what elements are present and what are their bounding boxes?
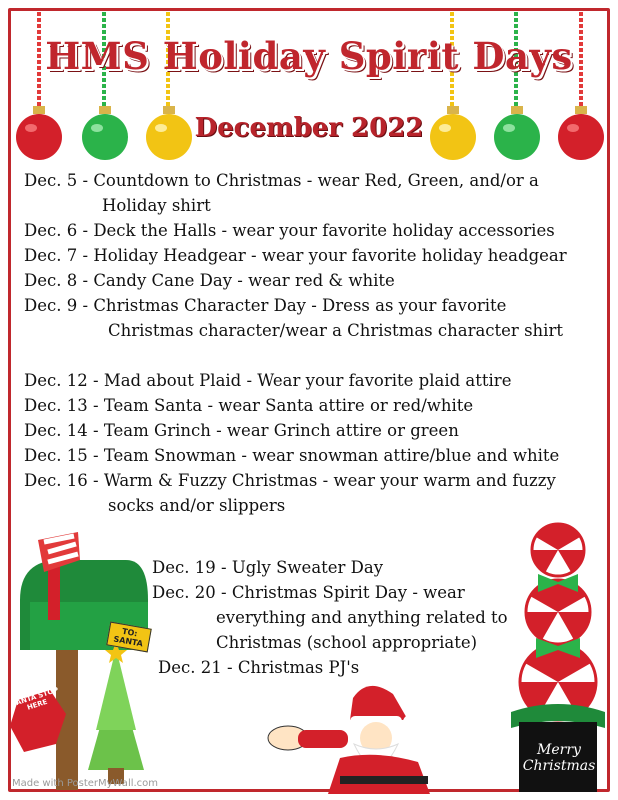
watermark: Made with PosterMyWall.com (12, 778, 159, 789)
list-item: Dec. 6 - Deck the Halls - wear your favorite holiday accessories (24, 221, 555, 240)
list-item: Dec. 14 - Team Grinch - wear Grinch attire or green (24, 421, 459, 440)
stop-sign-label: SANTA STOP HERE (10, 685, 60, 712)
list-item: Dec. 15 - Team Snowman - wear snowman attire/blue and white (24, 446, 560, 465)
mailbox-illustration (8, 530, 168, 792)
list-item-continuation: Holiday shirt (102, 196, 211, 215)
list-item: Dec. 13 - Team Santa - wear Santa attire or red/white (24, 396, 474, 415)
page-subtitle: December 2022 (194, 113, 424, 143)
list-item: Dec. 9 - Christmas Character Day - Dress as your favorite (24, 296, 507, 315)
list-item: Dec. 8 - Candy Cane Day - wear red & white (24, 271, 395, 290)
list-item-continuation: everything and anything related to (216, 608, 508, 627)
list-item: Dec. 19 - Ugly Sweater Day (152, 558, 384, 577)
list-item: Dec. 7 - Holiday Headgear - wear your favorite holiday headgear (24, 246, 567, 265)
list-item-continuation: Christmas (school appropriate) (216, 633, 478, 652)
list-item: Dec. 20 - Christmas Spirit Day - wear (152, 583, 465, 602)
schedule-list-week3 (152, 555, 512, 680)
page-title: HMS Holiday Spirit Days (45, 34, 573, 78)
to-santa-sign: TO: SANTA (106, 622, 152, 653)
list-item: Dec. 16 - Warm & Fuzzy Christmas - wear your warm and fuzzy (24, 471, 556, 490)
list-item-continuation: socks and/or slippers (108, 496, 286, 515)
list-item-continuation: Christmas character/wear a Christmas character shirt (108, 321, 563, 340)
santa-illustration (258, 680, 438, 794)
list-item: Dec. 5 - Countdown to Christmas - wear Red, Green, and/or a (24, 171, 539, 190)
list-item: Dec. 21 - Christmas PJ's (158, 658, 360, 677)
merry-christmas-label: Merry Christmas (522, 742, 596, 774)
schedule-list (24, 168, 609, 518)
list-item: Dec. 12 - Mad about Plaid - Wear your favorite plaid attire (24, 371, 512, 390)
